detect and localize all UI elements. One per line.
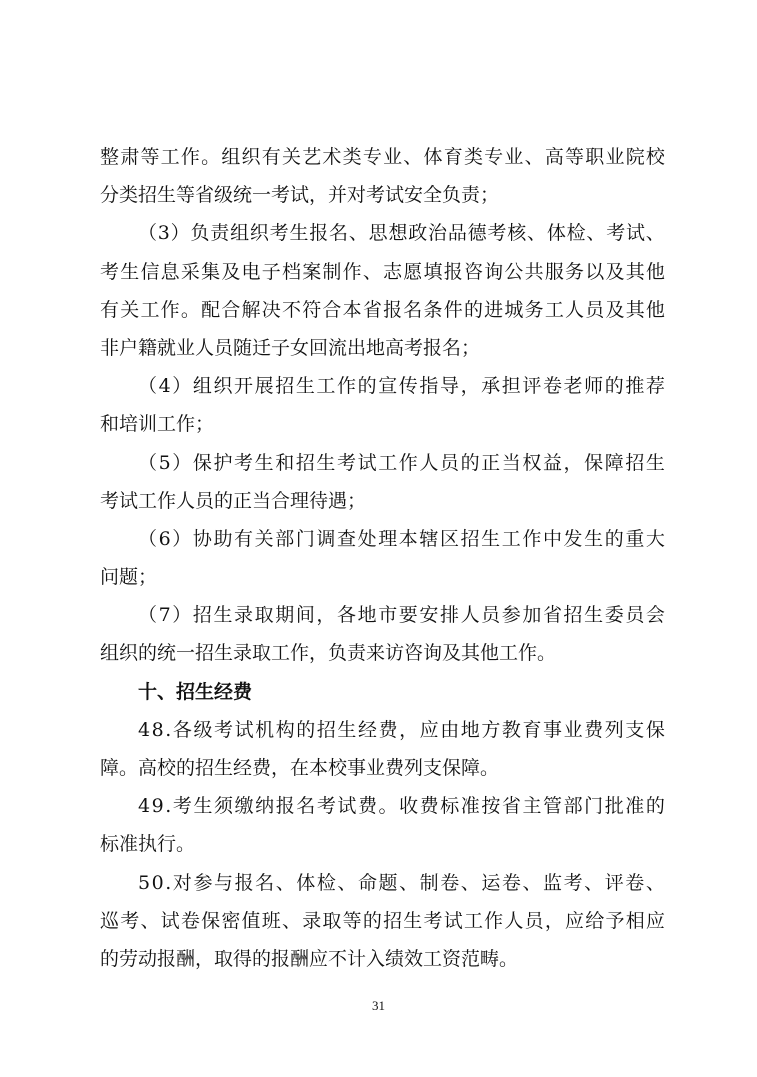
text-line: 分类招生等省级统一考试，并对考试安全负责；	[100, 184, 500, 207]
text-line: （ 7 ） 招 生 录 取 期 间 ， 各 地 市 要 安 排 人 员 参 加 省 招 生 委 员 会	[138, 604, 665, 627]
text-line: 标准执行。	[100, 833, 196, 856]
text-line: 考 生 信 息 采 集 及 电 子 档 案 制 作 、 志 愿 填 报 咨 询 公 共 服 务 以 及 其 他	[100, 260, 665, 283]
text-line: 巡 考 、 试 卷 保 密 值 班 、 录 取 等 的 招 生 考 试 工 作 人 员 ， 应 给 予 相 应	[100, 909, 665, 932]
text-line: 5 0 . 对 参 与 报 名 、 体 检 、 命 题 、 制 卷 、 运 卷 、 监 考 、 评 卷 、	[138, 871, 665, 894]
text-line: （ 4 ） 组 织 开 展 招 生 工 作 的 宣 传 指 导 ， 承 担 评 卷 老 师 的 推 荐	[138, 375, 665, 398]
section-heading: 十、招生经费	[138, 680, 253, 703]
page-number: 31	[372, 998, 385, 1013]
text-line: （ 6 ） 协 助 有 关 部 门 调 查 处 理 本 辖 区 招 生 工 作 中 发 生 的 重 大	[138, 527, 665, 550]
text-line: 4 9 . 考 生 须 缴 纳 报 名 考 试 费 。 收 费 标 准 按 省 主 管 部 门 批 准 的	[138, 795, 665, 818]
text-line: 和培训工作；	[100, 413, 215, 436]
text-line: 非户籍就业人员随迁子女回流出地高考报名；	[100, 336, 481, 359]
text-line: 整 肃 等 工 作 。 组 织 有 关 艺 术 类 专 业 、 体 育 类 专 业 、 高 等 职 业 院 校	[100, 146, 665, 168]
body-text	[100, 138, 665, 978]
text-line: （ 3 ） 负 责 组 织 考 生 报 名 、 思 想 政 治 品 德 考 核 、 体 检 、 考 试 、	[138, 222, 665, 245]
text-line: 4 8 . 各 级 考 试 机 构 的 招 生 经 费 ， 应 由 地 方 教 育 事 业 费 列 支 保	[138, 718, 665, 741]
text-line: 的劳动报酬，取得的报酬应不计入绩效工资范畴。	[100, 947, 519, 970]
text-line: 问题；	[100, 566, 158, 589]
text-line: 有 关 工 作 。 配 合 解 决 不 符 合 本 省 报 名 条 件 的 进 城 务 工 人 员 及 其 他	[100, 298, 665, 321]
text-line: （ 5 ） 保 护 考 生 和 招 生 考 试 工 作 人 员 的 正 当 权 益 ， 保 障 招 生	[138, 451, 665, 474]
text-line: 组织的统一招生录取工作，负责来访咨询及其他工作。	[100, 642, 557, 665]
text-line: 考试工作人员的正当合理待遇；	[100, 489, 367, 512]
text-line: 障。高校的招生经费，在本校事业费列支保障。	[100, 757, 500, 779]
